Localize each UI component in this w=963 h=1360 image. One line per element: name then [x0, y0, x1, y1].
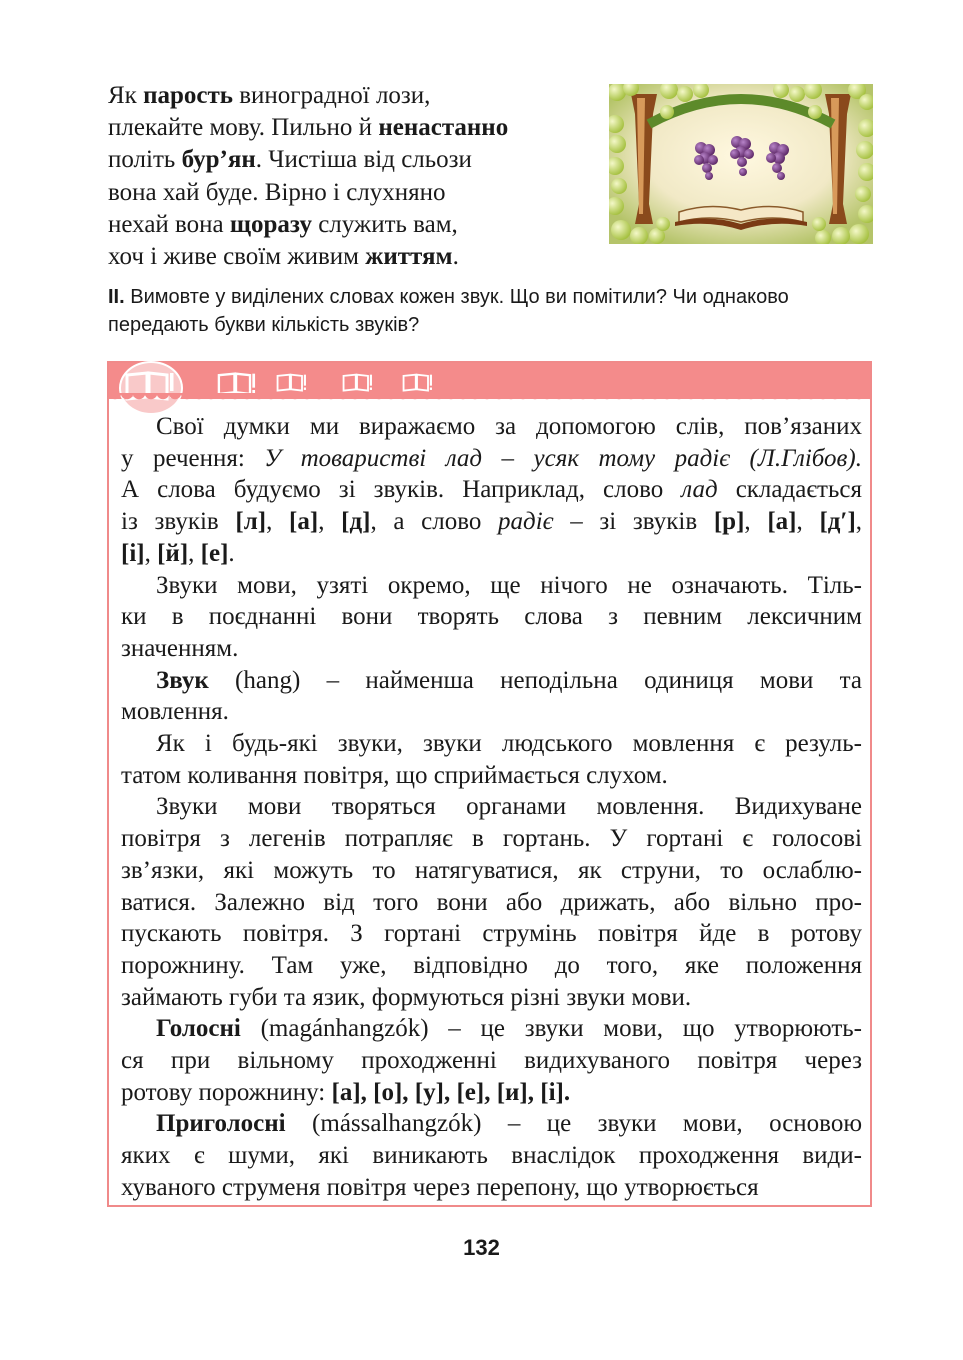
- rule-text-run: – зі звуків: [553, 508, 714, 536]
- highlighted-word: ненастанно: [378, 114, 509, 142]
- rule-text-run: ватися. Залежно від того вони або дрижать, або вільно про-: [121, 888, 862, 916]
- exercise-task: [108, 283, 878, 339]
- open-book-exclamation-icon: [275, 371, 307, 393]
- term-bold: [е]: [200, 539, 229, 567]
- rule-line: [121, 950, 862, 982]
- rule-text-run: із звуків: [121, 508, 236, 536]
- rule-line: [121, 1045, 862, 1077]
- rule-paragraph: [121, 791, 862, 1013]
- rule-box: [107, 361, 872, 1207]
- rule-text-run: (magánhangzók) – це звуки мови, що утворюють-: [240, 1015, 862, 1043]
- rule-text-run: (mássalhangzók) – це звуки мови, основою: [285, 1110, 862, 1138]
- rule-paragraph: [121, 1013, 862, 1108]
- rule-paragraph: [121, 1108, 862, 1203]
- task-number: II.: [108, 286, 125, 308]
- rule-text-run: Свої думки ми виражаємо за допомогою слів, пов’язаних: [156, 413, 862, 440]
- rule-line: [121, 570, 862, 602]
- poem-excerpt: [108, 80, 608, 273]
- rule-text-run: значенням.: [121, 634, 239, 662]
- rule-text-run: хуваного струменя повітря через перепону, що утворюється: [121, 1173, 759, 1201]
- rule-line: [121, 728, 862, 760]
- term-bold: Звук: [156, 666, 209, 694]
- poem-text: виноградної лози,: [232, 82, 431, 109]
- poem-line: [108, 241, 608, 273]
- rule-text-run: повітря з легенів потрапляє в гортань. У гортані є голосові: [121, 825, 862, 853]
- poem-text: Як: [108, 82, 144, 109]
- rule-text-run: ,: [855, 508, 863, 536]
- rule-text-run: Звуки мови, узяті окремо, ще нічого не означають. Тіль-: [156, 571, 862, 599]
- rule-text-run: складається: [717, 476, 862, 504]
- poem-text: служить вам,: [311, 210, 458, 238]
- poem-text: . Чистіша від сльози: [255, 146, 472, 174]
- rule-line: [121, 760, 862, 792]
- rule-text-run: Як і будь-які звуки, звуки людського мовлення є резуль-: [156, 730, 862, 758]
- highlighted-word: щоразу: [229, 210, 312, 238]
- rule-line: [121, 823, 862, 855]
- poem-text: нехай вона: [108, 210, 230, 238]
- example-italic: У товаристві лад – усяк тому радіє (Л.Глібов).: [264, 444, 862, 472]
- rule-text-run: ,: [266, 508, 290, 536]
- rule-line: [121, 1013, 862, 1045]
- rule-line: [121, 918, 862, 950]
- rule-line: [121, 1077, 862, 1109]
- rule-text-run: порожнину. Там уже, відповідно до того, яке положення: [121, 951, 862, 979]
- rule-line: [121, 474, 862, 506]
- poem-line: [108, 80, 608, 112]
- rule-paragraph: [121, 570, 862, 665]
- rule-line: [121, 791, 862, 823]
- rule-text-run: ся при вільному проходженні видихуваного повітря через: [121, 1047, 862, 1075]
- rule-text-run: мовлення.: [121, 698, 229, 726]
- term-bold: [а], [о], [у], [е], [и], [і].: [331, 1078, 571, 1106]
- rule-paragraph: [121, 411, 862, 570]
- grapes-and-book-illustration: [609, 84, 873, 244]
- rule-line: [121, 411, 862, 443]
- page-number: 132: [463, 1235, 500, 1260]
- rule-line: [121, 855, 862, 887]
- poem-line: [108, 209, 608, 241]
- rule-line: [121, 1140, 862, 1172]
- rule-line: [121, 506, 862, 538]
- rule-paragraph: [121, 665, 862, 728]
- open-book-exclamation-icon: [341, 371, 373, 393]
- rule-paragraph: [121, 728, 862, 791]
- rule-text-run: пускають повітря. З гортані струмінь повітря йде в ротову: [121, 920, 862, 948]
- term-bold: [д]: [341, 508, 371, 536]
- example-italic: лад: [681, 476, 718, 504]
- rule-line: [121, 601, 862, 633]
- term-bold: [і]: [121, 539, 145, 567]
- rule-text-run: татом коливання повітря, що сприймається слухом.: [121, 761, 668, 789]
- poem-line: [108, 112, 608, 144]
- poem-text: вона хай буде. Вірно і слухняно: [108, 178, 446, 206]
- term-bold: [л]: [235, 508, 267, 536]
- rule-text-run: ,: [796, 508, 820, 536]
- rule-header-scallop: [109, 393, 870, 405]
- poem-line: [108, 144, 608, 176]
- highlighted-word: життям: [365, 243, 453, 271]
- rule-text-run: яких є шуми, які виникають внаслідок проходження види-: [121, 1142, 862, 1170]
- rule-text-run: зв’язки, які можуть то натягуватися, як струни, то ослаблю-: [121, 856, 862, 884]
- term-bold: [а]: [289, 508, 319, 536]
- highlighted-word: бур’ян: [181, 146, 256, 174]
- rule-text-run: ротову порожнину:: [121, 1078, 332, 1106]
- rule-text-run: ки в поєднанні вони творять слова з певним лексичним: [121, 603, 862, 631]
- poem-text: політь: [108, 146, 182, 174]
- rule-line: [121, 443, 862, 475]
- rule-text-run: у речення:: [121, 444, 265, 472]
- poem-line: [108, 177, 608, 209]
- term-bold: Голосні: [156, 1015, 241, 1043]
- task-text: Вимовте у виділених словах кожен звук. Що ви помітили? Чи однаково передають букви кількість звуків?: [108, 286, 789, 336]
- open-book-exclamation-icon: [401, 371, 433, 393]
- rule-text-run: (hang) – найменша неподільна одиниця мови та: [208, 666, 862, 694]
- rule-text-run: ,: [744, 508, 768, 536]
- term-bold: Приголосні: [156, 1110, 286, 1138]
- rule-text-run: А слова будуємо зі звуків. Наприклад, слово: [121, 476, 682, 504]
- example-italic: радіє: [498, 508, 554, 536]
- rule-line: [121, 633, 862, 665]
- poem-text: .: [452, 243, 459, 271]
- poem-text: плекайте мову. Пильно й: [108, 114, 379, 142]
- rule-text-run: .: [228, 539, 235, 567]
- rule-line: [121, 1172, 862, 1204]
- rule-line: [121, 1108, 862, 1140]
- term-bold: [д′]: [819, 508, 856, 536]
- rule-line: [121, 887, 862, 919]
- rule-text-run: займають губи та язик, формуються різні звуки мови.: [121, 983, 692, 1011]
- rule-text-run: ,: [144, 539, 158, 567]
- term-bold: [й]: [157, 539, 189, 567]
- rule-line: [121, 538, 862, 570]
- rule-line: [121, 696, 862, 728]
- poem-text: хоч і живе своїм живим: [108, 243, 366, 271]
- rule-text-run: , а слово: [370, 508, 499, 536]
- highlighted-word: парость: [143, 82, 233, 109]
- rule-line: [121, 665, 862, 697]
- rule-text-run: Звуки мови творяться органами мовлення. Видихуване: [156, 793, 862, 821]
- rule-text-run: ,: [188, 539, 201, 567]
- term-bold: [а]: [767, 508, 797, 536]
- rule-text: [121, 411, 862, 1204]
- term-bold: [р]: [713, 508, 745, 536]
- rule-line: [121, 982, 862, 1014]
- rule-text-run: ,: [318, 508, 342, 536]
